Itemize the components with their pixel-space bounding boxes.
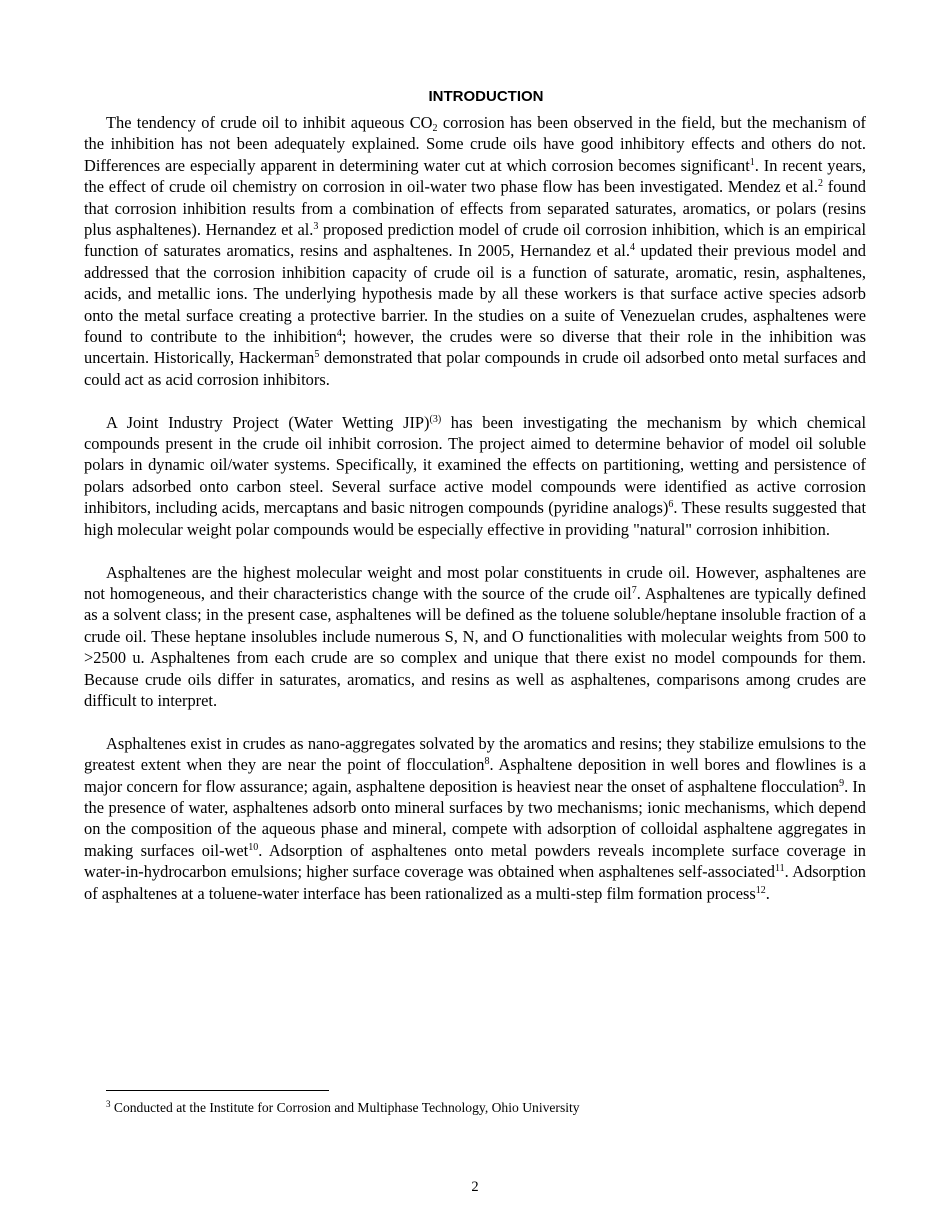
section-heading: INTRODUCTION bbox=[428, 88, 544, 105]
text-run: . Asphaltene deposition in well bores and flowlines is a major concern for flow assurance; again, asphaltene deposition is heaviest near the onset of asphaltene flocculation bbox=[84, 755, 866, 796]
citation-superscript: 7 bbox=[631, 584, 637, 596]
citation-superscript: 6 bbox=[668, 499, 674, 511]
citation-superscript: 9 bbox=[839, 777, 845, 789]
text-run: Asphaltenes exist in crudes as nano-aggregates solvated by the aromatics and resins; they stabilize emulsions to the greatest extent when they are near the point of flocculation bbox=[84, 733, 866, 775]
footnote-text: Conducted at the Institute for Corrosion and Multiphase Technology, Ohio University bbox=[110, 1100, 580, 1115]
text-run: The tendency of crude oil to inhibit aqueous CO bbox=[106, 113, 433, 132]
paragraph-3 bbox=[84, 562, 866, 712]
citation-superscript: 4 bbox=[336, 328, 342, 340]
subscript: 2 bbox=[432, 123, 438, 134]
citation-superscript: 11 bbox=[775, 863, 785, 875]
citation-superscript: 1 bbox=[749, 156, 755, 168]
text-run: demonstrated that polar compounds in crude oil adsorbed onto metal surfaces and could act as acid corrosion inhibitors. bbox=[84, 348, 866, 389]
text-run: . Adsorption of asphaltenes onto metal powders reveals incomplete surface coverage in water-in-hydrocarbon emulsions; higher surface coverage was obtained when asphaltenes self-associated bbox=[84, 840, 866, 882]
paragraph-4 bbox=[84, 733, 866, 904]
citation-superscript: 12 bbox=[755, 884, 766, 896]
text-run: . Asphaltenes are typically defined as a solvent class; in the present case, asphaltenes will be defined as the toluene soluble/heptane insoluble fraction of a crude oil. These heptane insolubles include numerous S, N, and O functionalities with molecular weights from 500 to >2500 u. Asphaltenes from each crude are so complex and unique that there exist no model compounds for them. Because crude oils differ in saturates, aromatics, and resins as well as asphaltenes, comparisons among crudes are difficult to interpret. bbox=[84, 583, 866, 710]
text-run: . Adsorption of asphaltenes at a toluene-water interface has been rationalized as a multi-step film formation process bbox=[84, 862, 866, 903]
citation-superscript: 10 bbox=[248, 841, 259, 853]
footnote bbox=[106, 1099, 866, 1117]
text-run: updated their previous model and addressed that the corrosion inhibition capacity of crude oil is a function of saturate, aromatic, resin, asphaltenes, acids, and metallic ions. The underlying hypothesis made by all these workers is that surface active species adsorb onto the metal surface creating a protective barrier. In the studies on a suite of Venezuelan crudes, asphaltenes were found to contribute to the inhibition bbox=[84, 241, 866, 347]
citation-superscript: 8 bbox=[484, 756, 490, 768]
text-run: . In the presence of water, asphaltenes adsorb onto mineral surfaces by two mechanisms; ionic mechanisms, which depend on the composition of the aqueous phase and mineral, compete with adsorption of colloidal asphaltene aggregates in making surfaces oil-wet bbox=[84, 776, 866, 860]
text-run: has been investigating the mechanism by which chemical compounds present in the crude oil inhibit corrosion. The project aimed to determine behavior of model oil soluble polars in dynamic oil/water systems. Specifically, it examined the effects on partitioning, wetting and persistence of polars adsorbed onto carbon steel. Several surface active model compounds were identified as active corrosion inhibitors, including acids, mercaptans and basic nitrogen compounds (pyridine analogs) bbox=[84, 412, 867, 518]
text-run: proposed prediction model of crude oil corrosion inhibition, which is an empirical function of saturates aromatics, resins and asphaltenes. In 2005, Hernandez et al. bbox=[84, 220, 866, 261]
footnote-marker: 3 bbox=[106, 1099, 111, 1109]
footnote-separator bbox=[106, 1090, 329, 1091]
paragraph-2 bbox=[84, 412, 866, 540]
citation-superscript: 3 bbox=[313, 221, 319, 233]
text-run: . These results suggested that high molecular weight polar compounds would be especially effective in providing "natural" corrosion inhibition. bbox=[84, 498, 866, 539]
body-text bbox=[84, 112, 866, 904]
text-run: ; however, the crudes were so diverse that their role in the inhibition was uncertain. Historically, Hackerman bbox=[84, 327, 866, 368]
citation-superscript: 4 bbox=[629, 242, 635, 254]
citation-superscript: 5 bbox=[314, 349, 320, 361]
text-run: . bbox=[765, 883, 770, 903]
citation-superscript: (3) bbox=[429, 413, 442, 425]
text-run: Asphaltenes are the highest molecular weight and most polar constituents in crude oil. However, asphaltenes are not homogeneous, and their characteristics change with the source of the crude oil bbox=[84, 562, 866, 603]
text-run: corrosion has been observed in the field, but the mechanism of the inhibition has not been adequately explained. Some crude oils have good inhibitory effects and others do not. Differences are especially apparent in determining water cut at which corrosion becomes significant bbox=[84, 113, 866, 175]
paragraph-1 bbox=[84, 112, 866, 390]
citation-superscript: 2 bbox=[817, 178, 823, 190]
page-number: 2 bbox=[471, 1179, 479, 1195]
text-run: A Joint Industry Project (Water Wetting JIP) bbox=[106, 412, 430, 432]
text-run: found that corrosion inhibition results from a combination of effects from separated saturates, aromatics, or polars (resins plus asphaltenes). Hernandez et al. bbox=[84, 177, 866, 240]
text-run: . In recent years, the effect of crude oil chemistry on corrosion in oil-water two phase flow has been investigated. Mendez et al. bbox=[84, 155, 866, 197]
